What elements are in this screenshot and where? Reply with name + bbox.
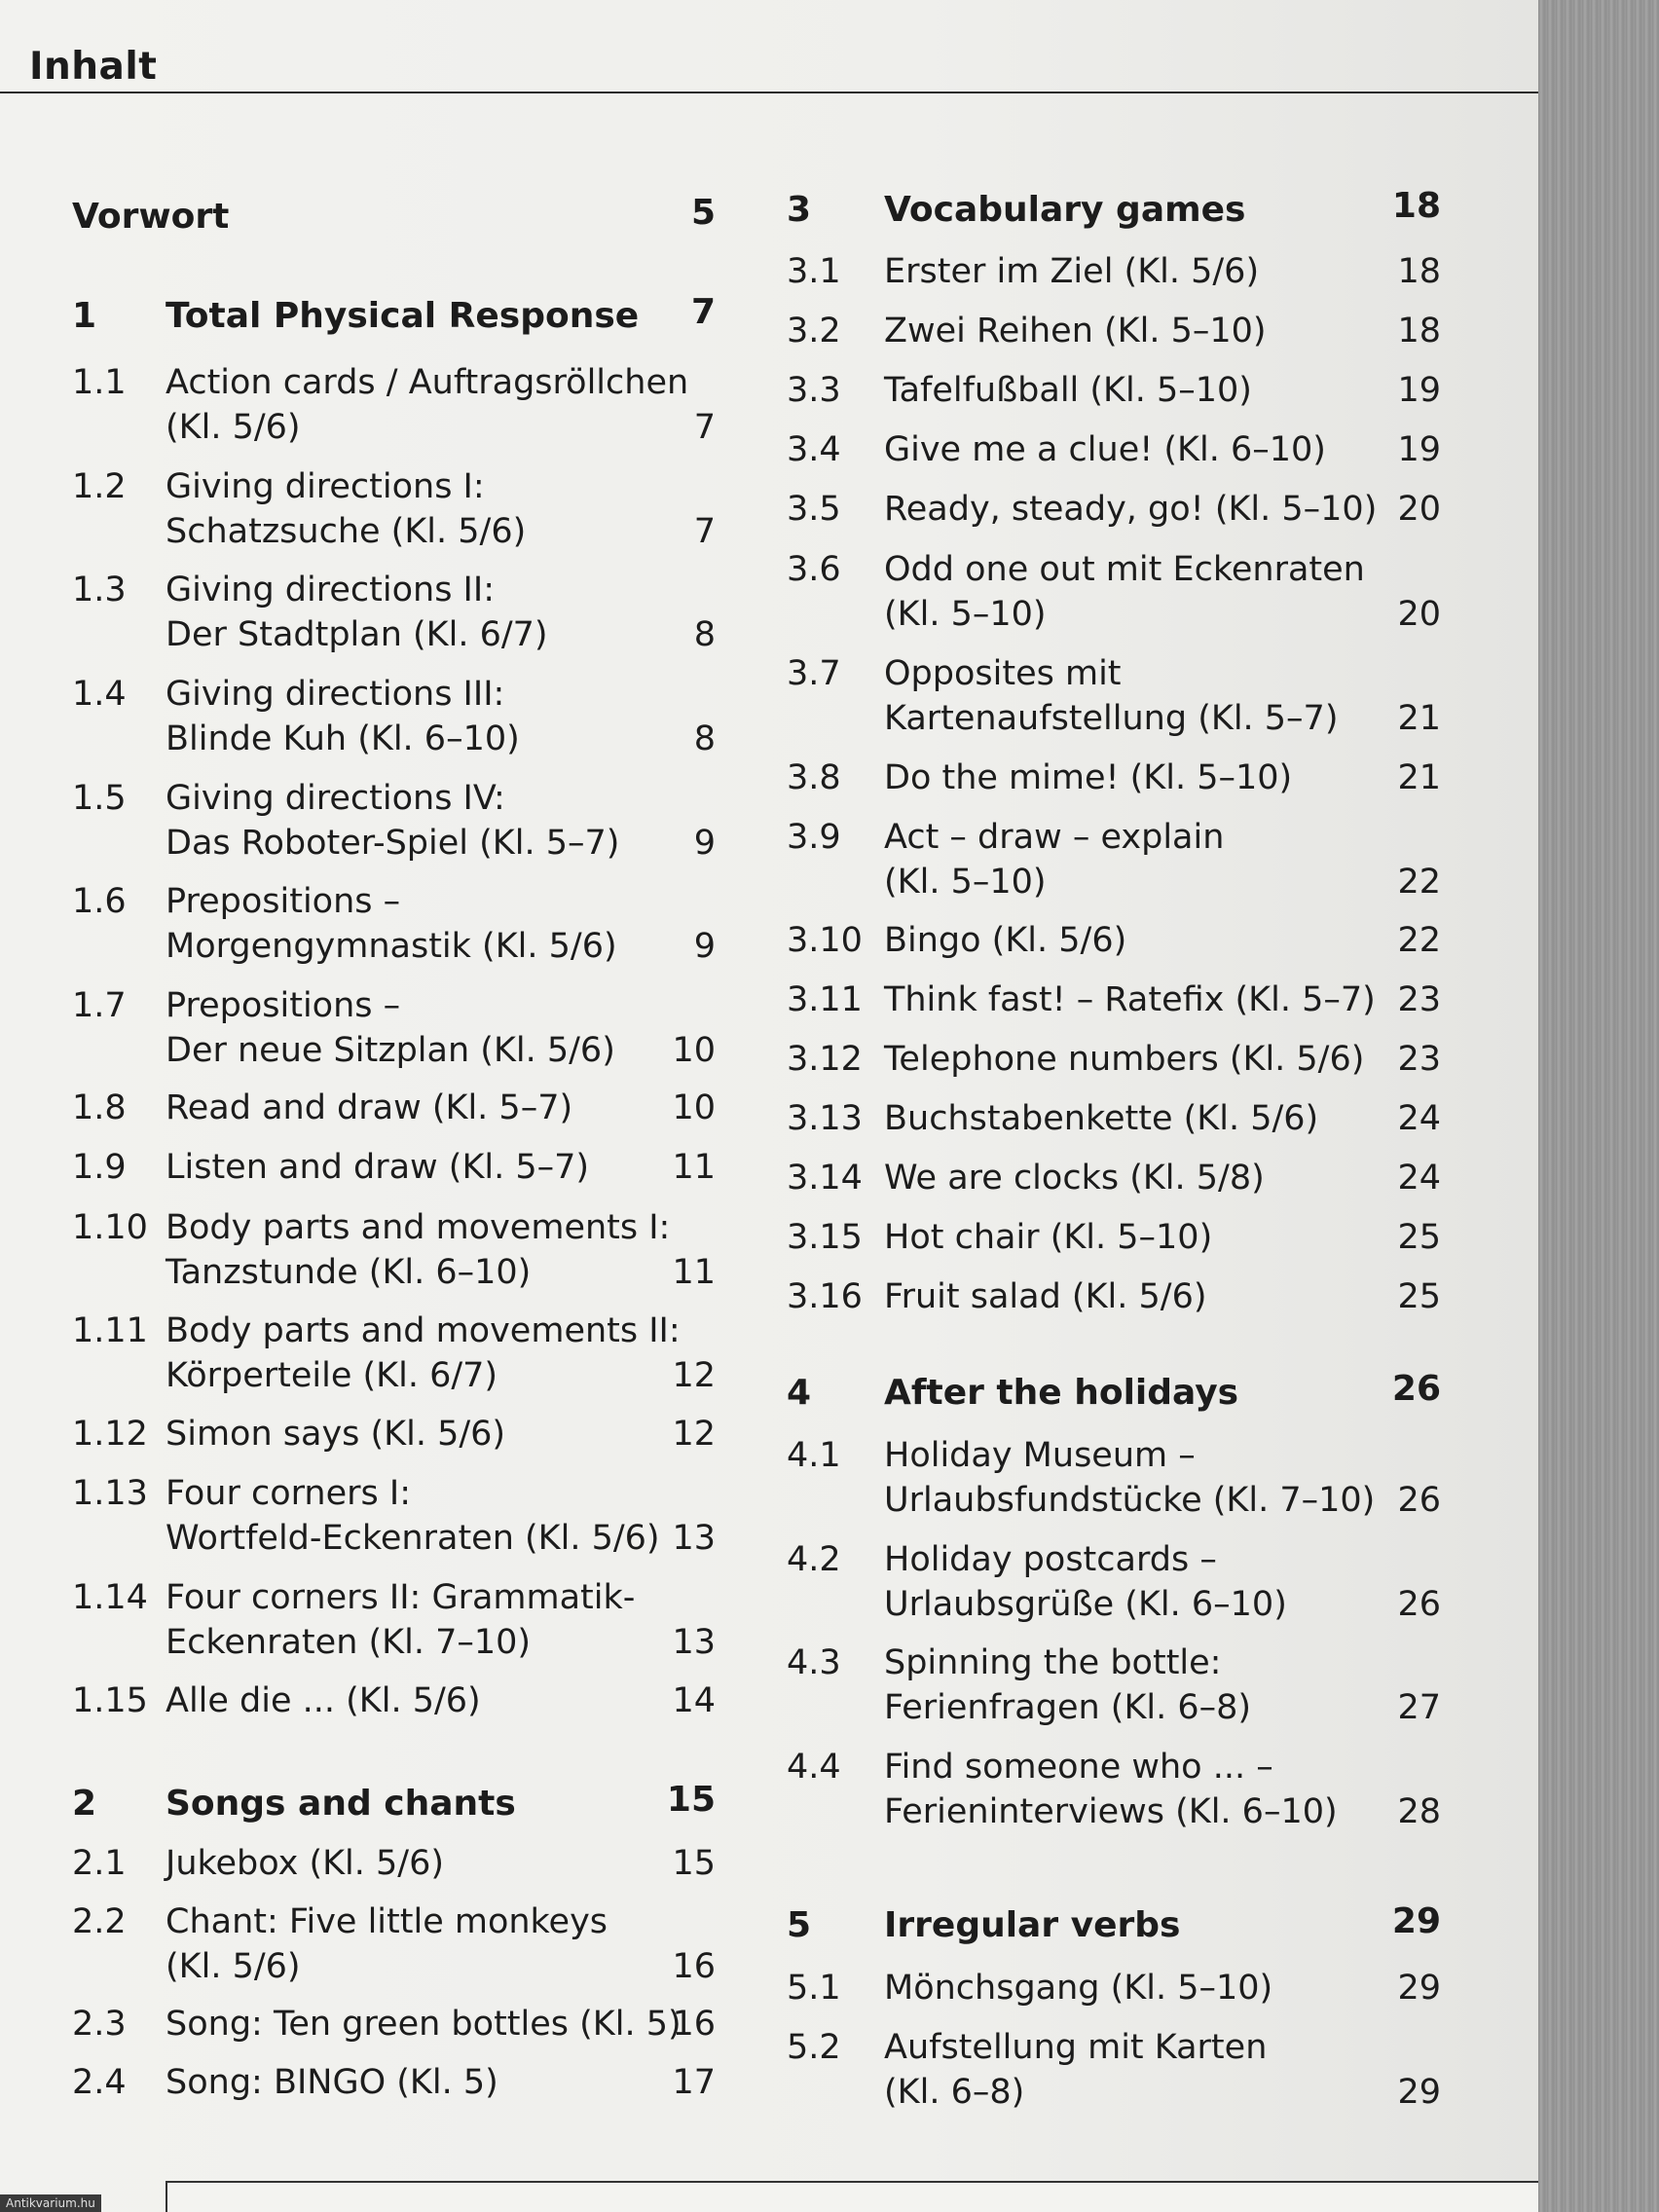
toc-entry-title: Holiday Museum – bbox=[884, 1436, 1196, 1475]
toc-entry-number: 3.5 bbox=[787, 490, 841, 529]
toc-entry-title: Body parts and movements II: bbox=[166, 1311, 681, 1350]
toc-entry-title: Odd one out mit Eckenraten bbox=[884, 550, 1365, 589]
toc-entry bbox=[759, 1096, 1460, 1141]
toc-entry-title: Das Roboter-Spiel (Kl. 5–7) bbox=[166, 824, 620, 863]
toc-entry-title: Chant: Five little monkeys bbox=[166, 1902, 608, 1941]
toc-page-number: 15 bbox=[666, 1780, 716, 1820]
toc-page-number: 21 bbox=[1397, 758, 1441, 797]
toc-entry bbox=[759, 1156, 1460, 1200]
toc-page-number: 25 bbox=[1397, 1277, 1441, 1316]
toc-entry-number: 3.4 bbox=[787, 430, 841, 469]
toc-entry-number: 3.2 bbox=[787, 312, 841, 350]
toc-section-heading bbox=[0, 195, 759, 240]
toc-page-number: 5 bbox=[690, 193, 716, 233]
toc-entry-title: Jukebox (Kl. 5/6) bbox=[166, 1844, 445, 1883]
toc-entry-number: 1.4 bbox=[72, 675, 127, 714]
toc-page-number: 20 bbox=[1397, 490, 1441, 529]
toc-entry bbox=[759, 918, 1460, 963]
toc-page-number: 26 bbox=[1397, 1585, 1441, 1624]
toc-page-number: 24 bbox=[1397, 1099, 1441, 1138]
toc-page-number: 23 bbox=[1397, 1040, 1441, 1079]
toc-section-heading bbox=[0, 1782, 759, 1826]
toc-section-heading bbox=[0, 294, 759, 339]
toc-page-number: 13 bbox=[672, 1519, 716, 1558]
toc-entry-number: 3.11 bbox=[787, 980, 863, 1019]
toc-entry-number: 2 bbox=[72, 1784, 97, 1824]
toc-entry-number: 2.3 bbox=[72, 2005, 127, 2044]
toc-entry-title: Read and draw (Kl. 5–7) bbox=[166, 1088, 573, 1127]
toc-page-number: 16 bbox=[672, 2005, 716, 2044]
toc-entry bbox=[0, 464, 759, 554]
toc-entry-title: Tafelfußball (Kl. 5–10) bbox=[884, 371, 1252, 410]
toc-entry-title: Urlaubsgrüße (Kl. 6–10) bbox=[884, 1585, 1287, 1624]
toc-entry-title: Ferienfragen (Kl. 6–8) bbox=[884, 1688, 1252, 1727]
toc-entry-number: 3.9 bbox=[787, 818, 841, 857]
toc-entry-title: After the holidays bbox=[884, 1373, 1239, 1413]
bottom-frame bbox=[166, 2181, 1538, 2212]
toc-page-number: 19 bbox=[1397, 371, 1441, 410]
toc-entry-number: 1.9 bbox=[72, 1148, 127, 1187]
toc-page-number: 27 bbox=[1397, 1688, 1441, 1727]
toc-page-number: 13 bbox=[672, 1623, 716, 1662]
toc-entry-title: Song: BINGO (Kl. 5) bbox=[166, 2063, 498, 2102]
toc-entry-number: 3.10 bbox=[787, 921, 863, 960]
toc-entry-number: 3.8 bbox=[787, 758, 841, 797]
toc-entry-number: 1.13 bbox=[72, 1474, 148, 1513]
toc-page-number: 15 bbox=[672, 1844, 716, 1883]
toc-entry-title: Fruit salad (Kl. 5/6) bbox=[884, 1277, 1207, 1316]
toc-entry-title: (Kl. 5/6) bbox=[166, 408, 301, 447]
toc-page-number: 21 bbox=[1397, 699, 1441, 738]
toc-entry-number: 3.3 bbox=[787, 371, 841, 410]
toc-page-number: 22 bbox=[1397, 863, 1441, 902]
toc-entry bbox=[759, 547, 1460, 637]
toc-entry-number: 1.14 bbox=[72, 1578, 148, 1617]
toc-page-number: 12 bbox=[672, 1415, 716, 1454]
toc-entry-number: 1 bbox=[72, 296, 97, 336]
toc-entry-title: Do the mime! (Kl. 5–10) bbox=[884, 758, 1293, 797]
toc-entry bbox=[759, 977, 1460, 1022]
toc-entry-number: 5.1 bbox=[787, 1969, 841, 2008]
toc-page-number: 23 bbox=[1397, 980, 1441, 1019]
toc-entry-number: 3.6 bbox=[787, 550, 841, 589]
toc-entry bbox=[0, 1205, 759, 1295]
toc-page-number: 10 bbox=[672, 1088, 716, 1127]
toc-entry-title: Four corners II: Grammatik- bbox=[166, 1578, 636, 1617]
toc-page-number: 18 bbox=[1391, 186, 1441, 226]
toc-entry-title: Alle die ... (Kl. 5/6) bbox=[166, 1681, 481, 1720]
toc-page-number: 12 bbox=[672, 1356, 716, 1395]
toc-page-number: 14 bbox=[672, 1681, 716, 1720]
toc-entry-title: Total Physical Response bbox=[166, 296, 640, 336]
toc-entry bbox=[759, 368, 1460, 413]
toc-entry-title: Kartenaufstellung (Kl. 5–7) bbox=[884, 699, 1339, 738]
toc-entry-title: Der Stadtplan (Kl. 6/7) bbox=[166, 615, 548, 654]
toc-entry bbox=[0, 360, 759, 450]
toc-entry bbox=[759, 309, 1460, 353]
toc-entry-title: Think fast! – Ratefix (Kl. 5–7) bbox=[884, 980, 1376, 1019]
toc-entry-number: 2.2 bbox=[72, 1902, 127, 1941]
toc-page-number: 7 bbox=[693, 408, 716, 447]
toc-entry-title: Prepositions – bbox=[166, 882, 401, 921]
toc-page-number: 7 bbox=[693, 512, 716, 551]
toc-entry-number: 4 bbox=[787, 1373, 812, 1413]
toc-section-heading bbox=[759, 1903, 1460, 1948]
toc-page-number: 7 bbox=[690, 292, 716, 332]
toc-entry-title: Giving directions III: bbox=[166, 675, 505, 714]
toc-entry-number: 3.1 bbox=[787, 252, 841, 291]
toc-entry-number: 2.1 bbox=[72, 1844, 127, 1883]
toc-entry-title: Act – draw – explain bbox=[884, 818, 1225, 857]
toc-entry-number: 4.4 bbox=[787, 1748, 841, 1787]
toc-entry-number: 1.7 bbox=[72, 986, 127, 1025]
toc-entry-title: Song: Ten green bottles (Kl. 5) bbox=[166, 2005, 682, 2044]
toc-entry-number: 3.7 bbox=[787, 654, 841, 693]
toc-entry bbox=[0, 1309, 759, 1398]
toc-page-number: 20 bbox=[1397, 595, 1441, 634]
toc-page-number: 26 bbox=[1391, 1369, 1441, 1409]
toc-entry bbox=[759, 427, 1460, 472]
page-title: Inhalt bbox=[29, 45, 158, 89]
toc-page-number: 16 bbox=[672, 1947, 716, 1986]
toc-entry bbox=[759, 2025, 1460, 2115]
toc-entry-title: Find someone who ... – bbox=[884, 1748, 1273, 1787]
toc-entry-number: 3.13 bbox=[787, 1099, 863, 1138]
toc-entry-number: 4.3 bbox=[787, 1643, 841, 1682]
toc-entry-title: Wortfeld-Eckenraten (Kl. 5/6) bbox=[166, 1519, 660, 1558]
toc-entry-number: 4.2 bbox=[787, 1540, 841, 1579]
toc-entry-number: 1.11 bbox=[72, 1311, 148, 1350]
toc-page-number: 8 bbox=[693, 615, 716, 654]
toc-entry-number: 3.15 bbox=[787, 1218, 863, 1257]
toc-page-number: 8 bbox=[693, 719, 716, 758]
toc-entry-title: Bingo (Kl. 5/6) bbox=[884, 921, 1127, 960]
toc-entry bbox=[759, 1966, 1460, 2010]
toc-page-number: 9 bbox=[693, 927, 716, 966]
toc-entry-title: Hot chair (Kl. 5–10) bbox=[884, 1218, 1213, 1257]
toc-entry-title: Holiday postcards – bbox=[884, 1540, 1217, 1579]
toc-page-number: 17 bbox=[672, 2063, 716, 2102]
toc-page-number: 19 bbox=[1397, 430, 1441, 469]
toc-entry bbox=[0, 1575, 759, 1665]
toc-entry-number: 3.12 bbox=[787, 1040, 863, 1079]
toc-entry-title: Listen and draw (Kl. 5–7) bbox=[166, 1148, 590, 1187]
toc-entry-title: Schatzsuche (Kl. 5/6) bbox=[166, 512, 527, 551]
toc-entry-number: 3.16 bbox=[787, 1277, 863, 1316]
toc-entry-title: Spinning the bottle: bbox=[884, 1643, 1222, 1682]
toc-entry bbox=[0, 1678, 759, 1723]
toc-entry-title: Ready, steady, go! (Kl. 5–10) bbox=[884, 490, 1378, 529]
toc-entry-number: 1.15 bbox=[72, 1681, 148, 1720]
toc-entry bbox=[0, 568, 759, 657]
toc-entry-title: Vorwort bbox=[72, 197, 230, 237]
toc-entry-number: 1.12 bbox=[72, 1415, 148, 1454]
toc-entry-title: Giving directions II: bbox=[166, 571, 495, 609]
toc-entry-title: Körperteile (Kl. 6/7) bbox=[166, 1356, 498, 1395]
toc-entry bbox=[759, 1215, 1460, 1260]
page-stack-edge bbox=[1538, 0, 1659, 2212]
toc-entry-number: 2.4 bbox=[72, 2063, 127, 2102]
toc-entry-number: 1.3 bbox=[72, 571, 127, 609]
toc-page-number: 18 bbox=[1397, 312, 1441, 350]
toc-entry-title: (Kl. 5–10) bbox=[884, 595, 1047, 634]
toc-entry-title: Blinde Kuh (Kl. 6–10) bbox=[166, 719, 520, 758]
toc-entry bbox=[759, 756, 1460, 800]
toc-entry-title: (Kl. 5–10) bbox=[884, 863, 1047, 902]
toc-entry bbox=[0, 672, 759, 761]
toc-entry-title: Aufstellung mit Karten bbox=[884, 2028, 1268, 2067]
header-rule bbox=[0, 92, 1538, 93]
toc-entry-title: Prepositions – bbox=[166, 986, 401, 1025]
toc-page-number: 11 bbox=[672, 1148, 716, 1187]
toc-entry-title: Simon says (Kl. 5/6) bbox=[166, 1415, 506, 1454]
toc-entry-title: Zwei Reihen (Kl. 5–10) bbox=[884, 312, 1267, 350]
toc-entry-title: Action cards / Auftragsröllchen bbox=[166, 363, 689, 402]
toc-entry bbox=[0, 2060, 759, 2105]
toc-entry bbox=[0, 1145, 759, 1190]
toc-page-number: 29 bbox=[1397, 2073, 1441, 2112]
toc-entry-title: (Kl. 6–8) bbox=[884, 2073, 1025, 2112]
toc-entry bbox=[0, 2002, 759, 2046]
toc-entry-number: 1.2 bbox=[72, 467, 127, 506]
toc-section-heading bbox=[759, 1371, 1460, 1416]
toc-entry-number: 1.8 bbox=[72, 1088, 127, 1127]
toc-entry-title: Mönchsgang (Kl. 5–10) bbox=[884, 1969, 1273, 2008]
toc-entry-title: Giving directions IV: bbox=[166, 779, 505, 818]
toc-page-number: 11 bbox=[672, 1253, 716, 1292]
toc-entry-title: Tanzstunde (Kl. 6–10) bbox=[166, 1253, 532, 1292]
toc-entry-title: Telephone numbers (Kl. 5/6) bbox=[884, 1040, 1365, 1079]
toc-entry bbox=[759, 1537, 1460, 1627]
toc-entry-title: Eckenraten (Kl. 7–10) bbox=[166, 1623, 532, 1662]
toc-entry bbox=[759, 1037, 1460, 1082]
toc-entry bbox=[759, 815, 1460, 904]
toc-entry-title: We are clocks (Kl. 5/8) bbox=[884, 1159, 1265, 1198]
toc-entry-number: 5.2 bbox=[787, 2028, 841, 2067]
toc-entry bbox=[759, 1274, 1460, 1319]
toc-entry-number: 5 bbox=[787, 1905, 812, 1945]
toc-entry bbox=[0, 983, 759, 1073]
toc-page-number: 29 bbox=[1397, 1969, 1441, 2008]
toc-entry bbox=[759, 1433, 1460, 1523]
toc-entry bbox=[0, 1412, 759, 1456]
toc-entry-number: 1.6 bbox=[72, 882, 127, 921]
toc-entry bbox=[0, 1471, 759, 1561]
toc-entry-number: 1.5 bbox=[72, 779, 127, 818]
toc-entry bbox=[0, 879, 759, 969]
toc-entry bbox=[759, 487, 1460, 532]
toc-entry-title: Body parts and movements I: bbox=[166, 1208, 671, 1247]
toc-entry-number: 1.1 bbox=[72, 363, 127, 402]
toc-entry-title: Opposites mit bbox=[884, 654, 1122, 693]
toc-entry bbox=[0, 1899, 759, 1989]
toc-entry bbox=[0, 776, 759, 866]
toc-entry-number: 3.14 bbox=[787, 1159, 863, 1198]
toc-page-number: 25 bbox=[1397, 1218, 1441, 1257]
toc-entry-title: Ferieninterviews (Kl. 6–10) bbox=[884, 1792, 1338, 1831]
toc-entry-title: Irregular verbs bbox=[884, 1905, 1181, 1945]
toc-entry-title: Urlaubsfundstücke (Kl. 7–10) bbox=[884, 1481, 1376, 1520]
toc-entry-title: Vocabulary games bbox=[884, 190, 1246, 230]
toc-page-number: 26 bbox=[1397, 1481, 1441, 1520]
toc-page-number: 9 bbox=[693, 824, 716, 863]
toc-entry-title: Erster im Ziel (Kl. 5/6) bbox=[884, 252, 1260, 291]
toc-page-number: 10 bbox=[672, 1031, 716, 1070]
toc-page-number: 24 bbox=[1397, 1159, 1441, 1198]
toc-page-number: 28 bbox=[1397, 1792, 1441, 1831]
toc-entry bbox=[759, 651, 1460, 741]
toc-entry bbox=[759, 1641, 1460, 1730]
toc-entry-number: 1.10 bbox=[72, 1208, 148, 1247]
toc-entry-title: Buchstabenkette (Kl. 5/6) bbox=[884, 1099, 1319, 1138]
toc-entry-title: Four corners I: bbox=[166, 1474, 412, 1513]
toc-entry bbox=[759, 249, 1460, 294]
toc-entry-number: 4.1 bbox=[787, 1436, 841, 1475]
toc-entry bbox=[759, 1745, 1460, 1834]
toc-page-number: 22 bbox=[1397, 921, 1441, 960]
toc-entry-title: Der neue Sitzplan (Kl. 5/6) bbox=[166, 1031, 615, 1070]
toc-entry-title: (Kl. 5/6) bbox=[166, 1947, 301, 1986]
toc-page-number: 29 bbox=[1391, 1901, 1441, 1941]
toc-entry-title: Songs and chants bbox=[166, 1784, 516, 1824]
toc-page-number: 18 bbox=[1397, 252, 1441, 291]
toc-entry-number: 3 bbox=[787, 190, 812, 230]
toc-entry-title: Give me a clue! (Kl. 6–10) bbox=[884, 430, 1326, 469]
toc-entry-title: Giving directions I: bbox=[166, 467, 485, 506]
toc-entry bbox=[0, 1086, 759, 1130]
toc-entry bbox=[0, 1841, 759, 1886]
watermark: Antikvarium.hu bbox=[0, 2194, 101, 2212]
toc-entry-title: Morgengymnastik (Kl. 5/6) bbox=[166, 927, 617, 966]
toc-section-heading bbox=[759, 188, 1460, 233]
